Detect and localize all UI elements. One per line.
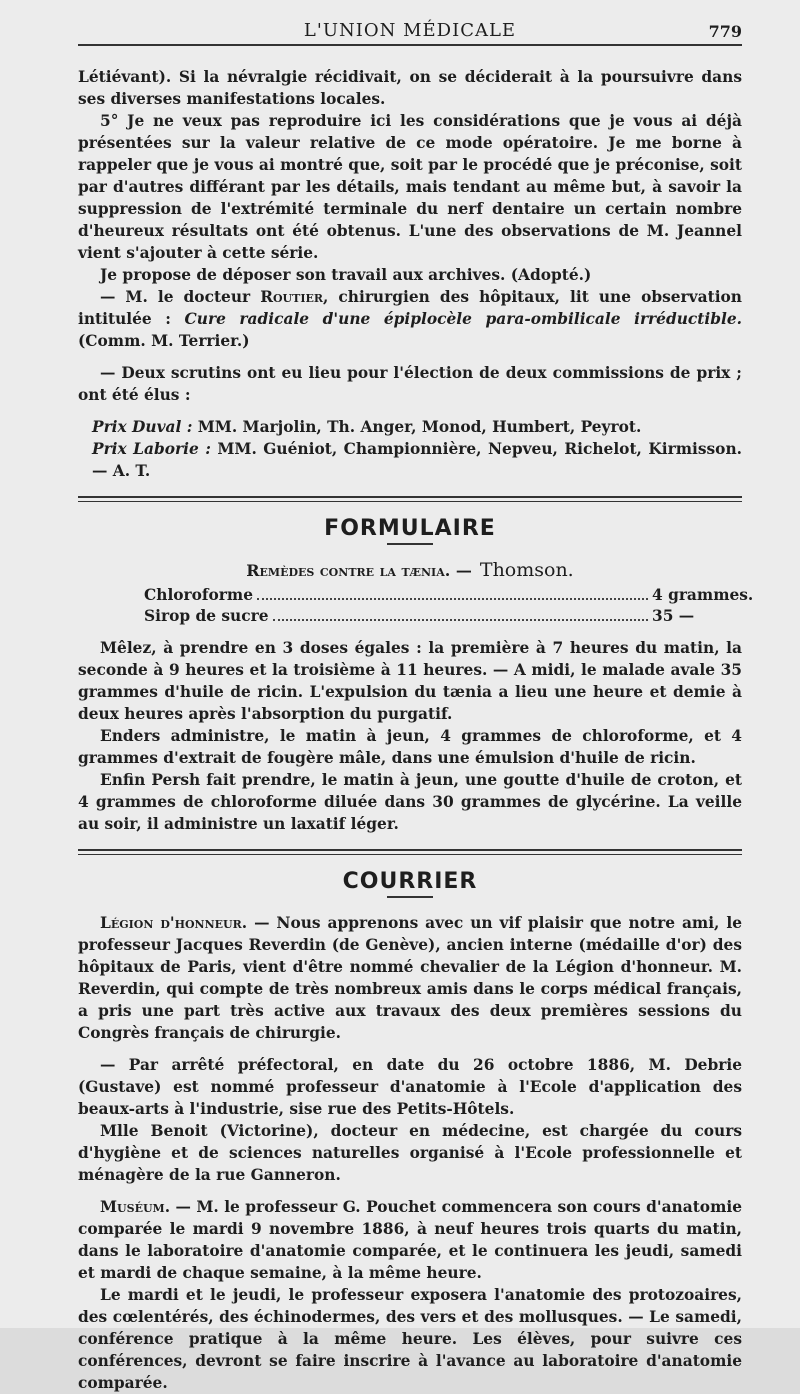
remedy-title: Remèdes contre la tænia. —	[246, 561, 472, 580]
paragraph-legion-honneur	[78, 912, 742, 1044]
prize-laborie-label: Prix Laborie :	[92, 440, 211, 458]
routier-name: Routier	[260, 288, 324, 306]
legion-label: Légion d'honneur.	[100, 914, 248, 932]
prize-duval	[78, 416, 742, 438]
paragraph-formulaire-1: Mêlez, à prendre en 3 doses égales : la première à 7 heures du matin, la seconde à 9 heures et la troisième à 11 heures. — A midi, le malade avale 35 grammes d'huile de ricin. L'expulsion du tænia a lieu une heure et demie à deux heures après l'absorption du purgatif.	[78, 639, 742, 723]
journal-title: L'UNION MÉDICALE	[303, 20, 517, 41]
museum-label: Muséum.	[100, 1198, 171, 1216]
remedy-heading	[78, 559, 742, 581]
prize-duval-text: MM. Marjolin, Th. Anger, Monod, Humbert, Peyrot.	[192, 418, 642, 436]
routier-post: (Comm. M. Terrier.)	[78, 332, 250, 350]
ingredient-quantity: 4 grammes.	[652, 586, 754, 604]
section-divider	[78, 496, 742, 502]
paragraph-scrutins: — Deux scrutins ont eu lieu pour l'élection de deux commissions de prix ; ont été élus :	[78, 364, 742, 404]
paragraph-museum	[78, 1196, 742, 1284]
remedy-author: Thomson.	[479, 559, 574, 581]
section-title-formulaire: FORMULAIRE	[324, 516, 496, 541]
routier-mid: , chirurgien des hôpitaux, lit une observation intitulée :	[78, 288, 742, 328]
paragraph-formulaire-2: Enders administre, le matin à jeun, 4 grammes de chloroforme, et 4 grammes d'extrait de fougère mâle, dans une émulsion d'huile de ricin.	[78, 727, 742, 767]
routier-title: Cure radicale d'une épiplocèle para-ombilicale irréductible.	[184, 310, 742, 328]
ingredient-name: Sirop de sucre	[144, 607, 269, 625]
paragraph-intro-2: 5° Je ne veux pas reproduire ici les considérations que je vous ai déjà présentées sur la valeur relative de ce mode opératoire. Je me borne à rappeler que je vous ai montré que, soit par le procédé que je préconise, soit par d'autres différant par les détails, mais tendant au même but, à savoir la suppression de l'extrémité terminale du nerf dentaire un certain nombre d'heureux résultats ont été obtenus. L'une des observations de M. Jeannel vient s'ajouter à cette série.	[78, 112, 742, 262]
legion-text: — Nous apprenons avec un vif plaisir que notre ami, le professeur Jacques Reverdin (de Genève), ancien interne (médaille d'or) des hôpitaux de Paris, vient d'être nommé chevalier de la Légion d'honneur. M. Reverdin, qui compte de très nombreux amis dans le corps médical français, a pris une part très active aux travaux des deux premières sessions du Congrès français de chirurgie.	[78, 914, 742, 1042]
recipe-row	[144, 606, 736, 627]
ingredient-name: Chloroforme	[144, 586, 253, 604]
title-underline	[387, 896, 433, 898]
paragraph-formulaire-3: Enfin Persh fait prendre, le matin à jeun, une goutte d'huile de croton, et 4 grammes de chloroforme diluée dans 30 grammes de glycérine. La veille au soir, il administre un laxatif léger.	[78, 771, 742, 833]
recipe-row	[144, 585, 754, 606]
leader-dots	[273, 619, 649, 621]
ingredient-quantity: 35 —	[652, 607, 695, 625]
paragraph-routier	[78, 286, 742, 352]
routier-pre: — M. le docteur	[100, 288, 261, 306]
paragraph-intro-3: Je propose de déposer son travail aux archives. (Adopté.)	[100, 266, 592, 284]
recipe-table	[144, 585, 754, 627]
prize-laborie-text: MM. Guéniot, Championnière, Nepveu, Richelot, Kirmisson. — A. T.	[92, 440, 742, 480]
paragraph-benoit: Mlle Benoit (Victorine), docteur en médecine, est chargée du cours d'hygiène et de sciences naturelles organisé à l'Ecole professionnelle et ménagère de la rue Ganneron.	[78, 1122, 742, 1184]
paragraph-protozoaires: Le mardi et le jeudi, le professeur exposera l'anatomie des protozoaires, des cœlentérés, des échinodermes, des vers et des mollusques. — Le samedi, conférence pratique à la même heure. Les élèves, pour suivre ces conférences, devront se faire inscrire à l'avance au laboratoire d'anatomie comparée.	[78, 1286, 742, 1392]
section-divider	[78, 849, 742, 855]
page-number: 779	[708, 22, 742, 41]
title-underline	[387, 543, 433, 545]
section-title-courrier: COURRIER	[342, 869, 478, 894]
running-head	[78, 0, 742, 46]
leader-dots	[257, 598, 648, 600]
prize-laborie	[78, 438, 742, 482]
paragraph-debrie: — Par arrêté préfectoral, en date du 26 octobre 1886, M. Debrie (Gustave) est nommé professeur d'anatomie à l'Ecole d'application des beaux-arts à l'industrie, sise rue des Petits-Hôtels.	[78, 1056, 742, 1118]
prize-duval-label: Prix Duval :	[92, 418, 193, 436]
paragraph-intro-1: Létiévant). Si la névralgie récidivait, on se déciderait à la poursuivre dans ses diverses manifestations locales.	[78, 68, 742, 108]
museum-text: — M. le professeur G. Pouchet commencera son cours d'anatomie comparée le mardi 9 novembre 1886, à neuf heures trois quarts du matin, dans le laboratoire d'anatomie comparée, et le continuera les jeudi, samedi et mardi de chaque semaine, à la même heure.	[78, 1198, 742, 1282]
